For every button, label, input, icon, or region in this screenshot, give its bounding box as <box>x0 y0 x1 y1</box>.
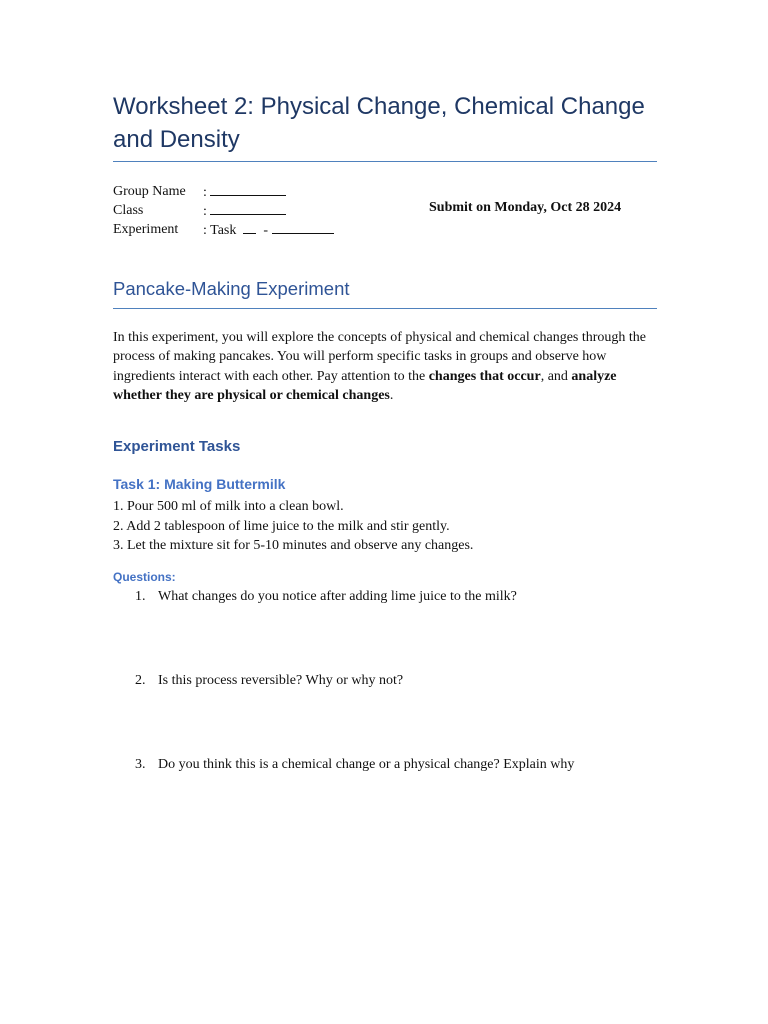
question-number: 2. <box>135 673 146 688</box>
group-name-blank[interactable] <box>210 182 286 196</box>
group-name-label: Group Name <box>113 184 186 199</box>
experiment-value: : Task - <box>203 220 334 240</box>
experiment-label: Experiment <box>113 222 179 237</box>
question-item <box>135 757 574 773</box>
question-text: Do you think this is a chemical change or a physical change? Explain why <box>158 757 575 772</box>
class-blank[interactable] <box>210 201 286 215</box>
task1-steps <box>113 497 473 556</box>
section-heading: Pancake-Making Experiment <box>113 278 350 299</box>
question-item <box>135 589 517 605</box>
question-number: 1. <box>135 589 146 604</box>
class-value: : <box>203 201 286 221</box>
question-text: What changes do you notice after adding lime juice to the milk? <box>158 589 517 604</box>
step-item: 2. Add 2 tablespoon of lime juice to the milk and stir gently. <box>113 518 450 534</box>
class-label: Class <box>113 203 144 218</box>
task1-heading: Task 1: Making Buttermilk <box>113 476 286 492</box>
worksheet-title: Worksheet 2: Physical Change, Chemical Change and Density <box>113 93 645 153</box>
group-name-value: : <box>203 182 286 202</box>
task-number-blank[interactable] <box>243 220 256 234</box>
intro-bold-analyze: analyze whether they are physical or chemical changes <box>113 368 617 403</box>
title-divider <box>113 161 657 162</box>
step-item: 1. Pour 500 ml of milk into a clean bowl. <box>113 499 344 514</box>
question-number: 3. <box>135 757 146 772</box>
intro-bold-changes: changes that occur <box>428 368 541 384</box>
questions-label: Questions: <box>113 570 176 584</box>
intro-paragraph: In this experiment, you will explore the concepts of physical and chemical changes through the process of making pancakes. You will perform specific tasks in groups and observe how ingredients interact with each other. Pay attention to the changes that occur, and analyze whether they are physical or chemical changes. <box>113 330 647 403</box>
submit-deadline: Submit on Monday, Oct 28 2024 <box>429 200 622 215</box>
question-text: Is this process reversible? Why or why not? <box>158 673 404 688</box>
question-item <box>135 673 403 689</box>
section-divider <box>113 308 657 309</box>
task-name-blank[interactable] <box>272 220 334 234</box>
tasks-heading: Experiment Tasks <box>113 438 241 455</box>
step-item: 3. Let the mixture sit for 5-10 minutes and observe any changes. <box>113 538 474 553</box>
